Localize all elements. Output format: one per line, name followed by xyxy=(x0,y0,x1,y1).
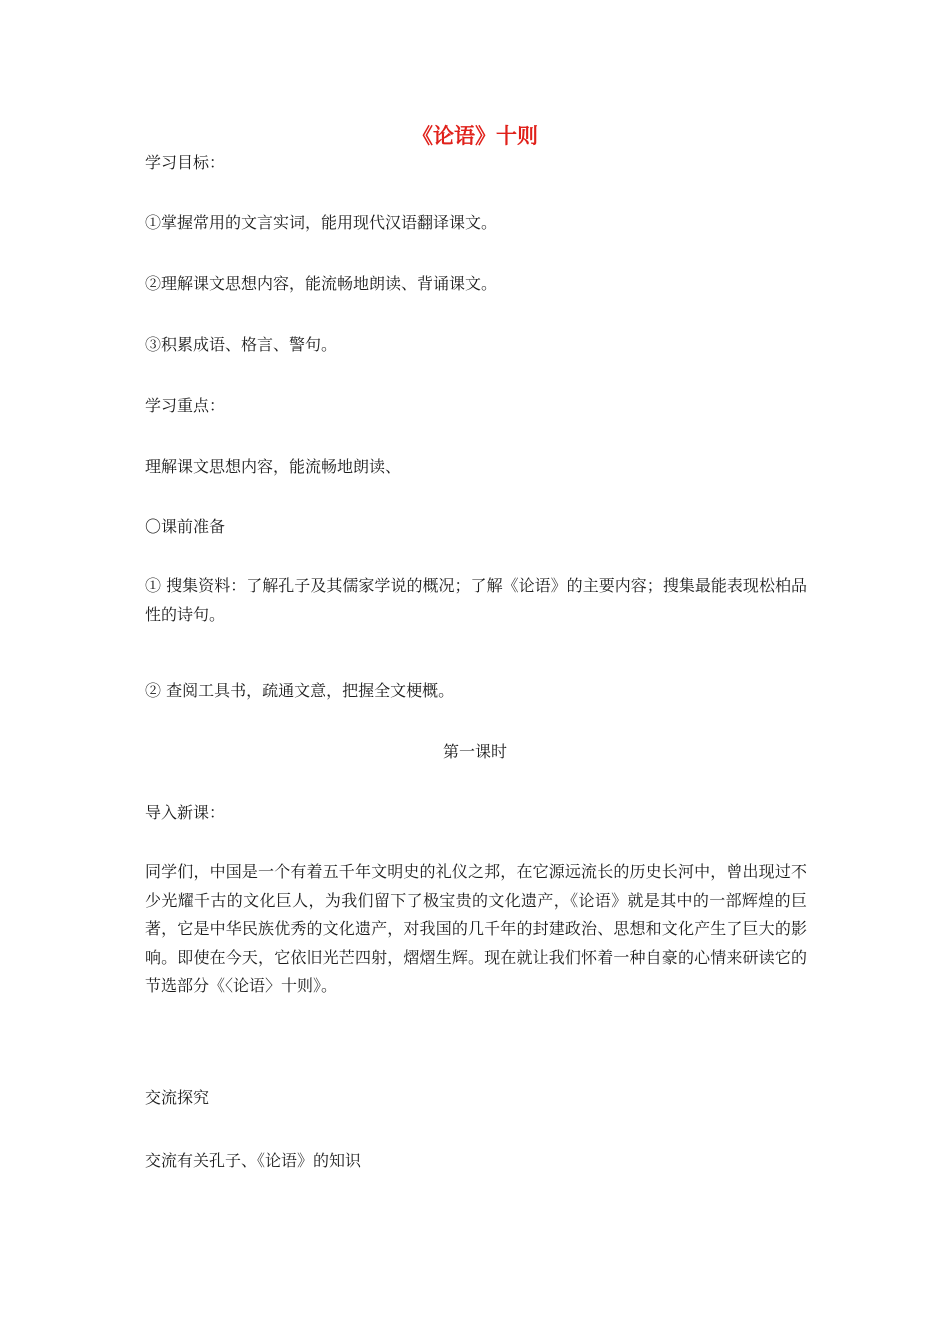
objective-item-3: ③积累成语、格言、警句。 xyxy=(145,335,338,354)
explore-text: 交流有关孔子、《论语》的知识 xyxy=(145,1151,362,1170)
focus-heading: 学习重点： xyxy=(145,396,226,415)
explore-heading: 交流探究 xyxy=(145,1088,210,1107)
intro-heading: 导入新课： xyxy=(145,803,226,822)
focus-text: 理解课文思想内容，能流畅地朗读、 xyxy=(145,457,402,476)
document-title: 《论语》十则 xyxy=(412,124,538,148)
objectives-heading: 学习目标： xyxy=(145,153,226,172)
intro-paragraph: 同学们，中国是一个有着五千年文明史的礼仪之邦，在它源远流长的历史长河中，曾出现过不少光耀千古的文化巨人，为我们留下了极宝贵的文化遗产，《论语》就是其中的一部辉煌的巨著，它是中华民族优秀的文化遗产，对我国的几千年的封建政治、思想和文化产生了巨大的影响。即使在今天，它依旧光芒四射，熠熠生辉。现在就让我们怀着一种自豪的心情来研读它的节选部分《〈论语〉十则》。 xyxy=(145,862,807,995)
objective-item-1: ①掌握常用的文言实词，能用现代汉语翻译课文。 xyxy=(145,213,498,232)
preparation-heading: 〇课前准备 xyxy=(145,517,226,536)
preparation-item-1: ① 搜集资料：了解孔子及其儒家学说的概况；了解《论语》的主要内容；搜集最能表现松柏品性的诗句。 xyxy=(145,576,807,624)
lesson-heading: 第一课时 xyxy=(442,742,507,761)
preparation-item-2: ② 查阅工具书，疏通文意，把握全文梗概。 xyxy=(145,681,455,700)
objective-item-2: ②理解课文思想内容，能流畅地朗读、背诵课文。 xyxy=(145,274,498,293)
